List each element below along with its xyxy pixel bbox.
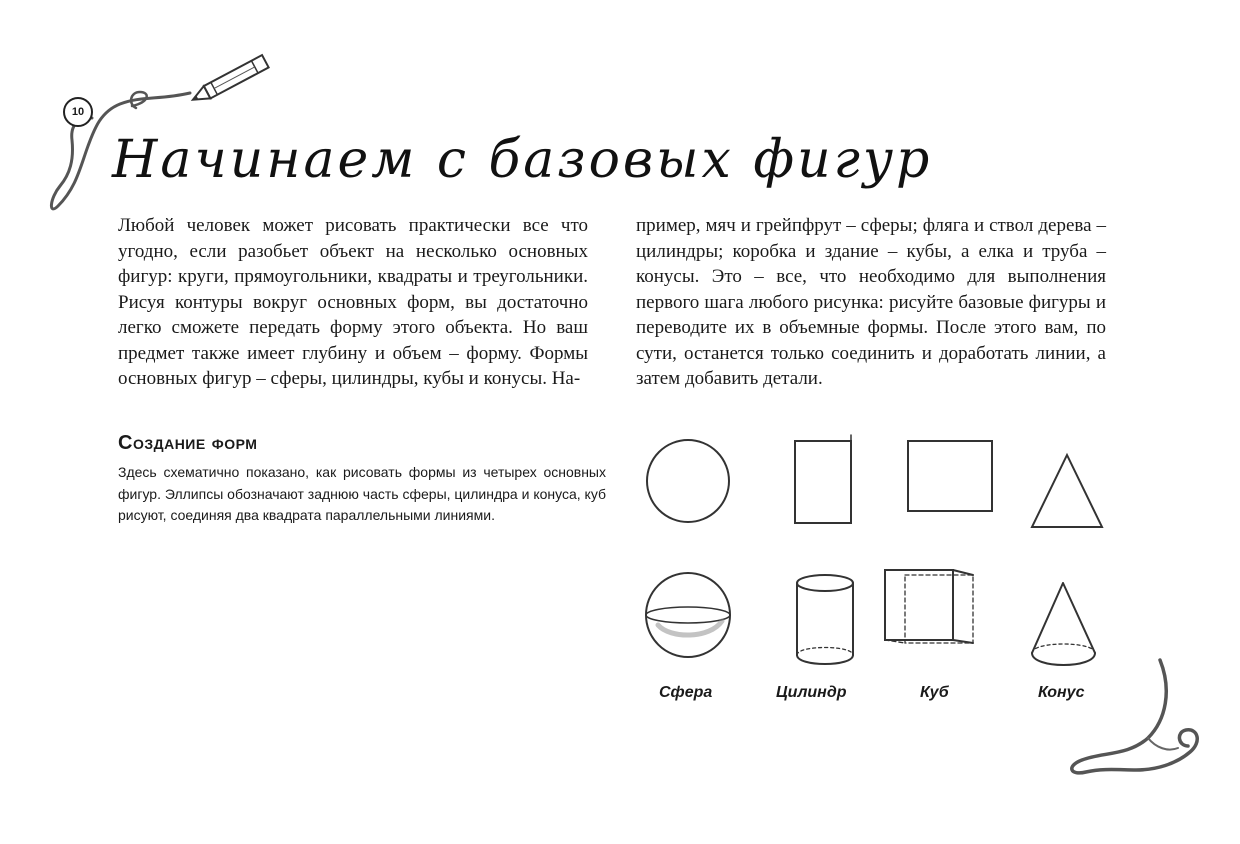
intro-column-2 [636,213,1106,392]
section-body: Здесь схематично показано, как рисовать формы из четырех основных фигур. Эллипсы обозначают заднюю часть сферы, цилиндра и конуса, куб рисуют, соединяя два квадрата параллельными линиями. [118,464,606,523]
caption-sphere: Сфера [659,684,713,701]
cone-shape [1032,583,1095,665]
triangle-shape [1032,455,1102,527]
page-title: Начинаем с базовых фигур [112,130,933,190]
sphere-shape [646,573,730,657]
caption-cylinder: Цилиндр [776,684,847,701]
pencil-icon [190,55,269,106]
caption-cube: Куб [920,684,949,701]
flourish-right [1072,660,1197,773]
circle-shape [647,440,729,522]
rectangle-shape [795,441,851,523]
caption-cone: Конус [1038,684,1085,701]
intro-paragraph-2: пример, мяч и грейпфрут – сферы; фляга и ствол дерева – цилиндры; коробка и здание – кубы, а елка и труба – конусы. Это – все, что необходимо для выполнения первого шага любого рисунка: рисуйте базовые фигуры и переводите их в объемные формы. После этого вам, по сути, останется только соединить и доработать линии, а затем добавить детали. [636,215,1106,389]
cylinder-shape [797,575,853,664]
shapes-illustration [630,425,1130,670]
square-shape [908,441,992,511]
intro-column-1 [118,213,588,392]
page-number-badge: 10 [63,97,93,127]
intro-paragraph-1: Любой человек может рисовать практически все что угодно, если разобьет объект на несколько основных фигур: круги, прямоугольники, квадраты и треугольники. Рисуя контуры вокруг основных форм, вы достаточно легко сможете передать форму этого объекта. Но ваш предмет также имеет глубину и объем – форму. Формы основных фигур – сферы, цилиндры, кубы и конусы. На- [118,215,588,389]
flourish-right-tail [1148,738,1178,750]
cube-shape [885,570,973,643]
section-heading: Создание форм [118,432,258,454]
